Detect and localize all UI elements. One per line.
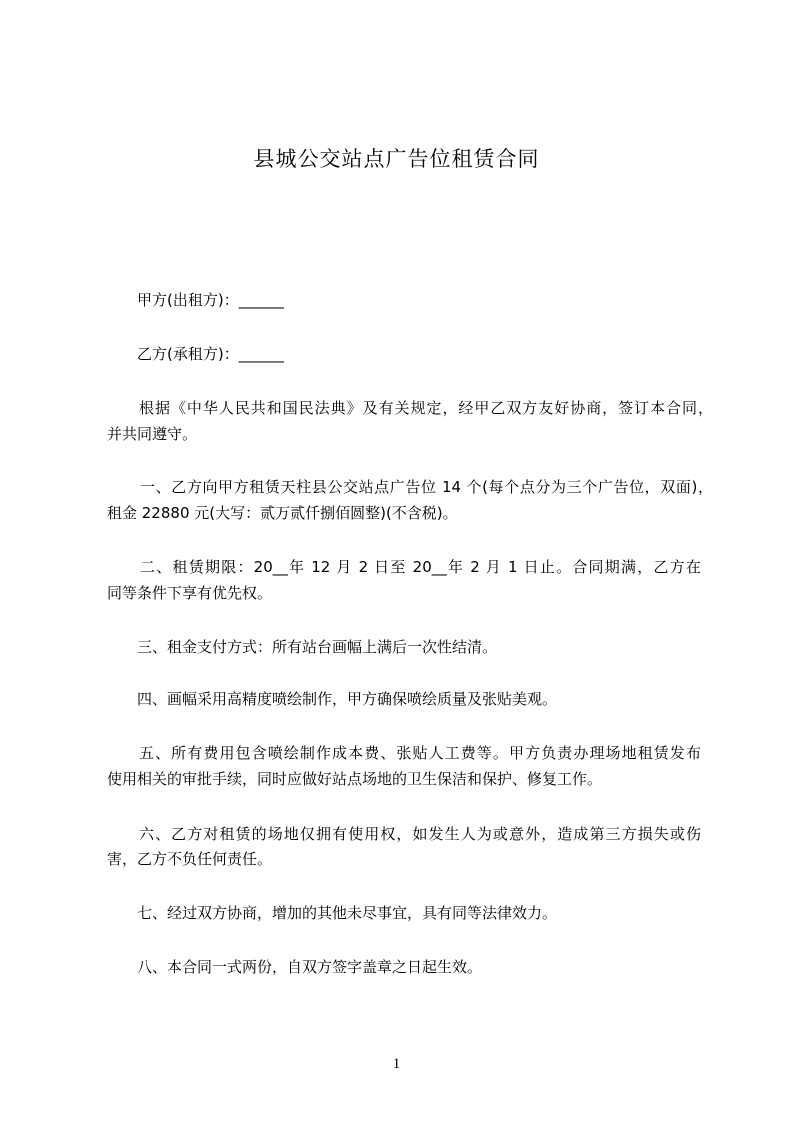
clause-6-line-1: 六、乙方对租赁的场地仅拥有使用权，如发生人为或意外，造成第三方损失或伤 bbox=[139, 825, 701, 843]
document-title: 县城公交站点广告位租赁合同 bbox=[253, 147, 540, 171]
clause-2-line-2: 同等条件下享有优先权。 bbox=[107, 584, 273, 602]
clause-2-line-1: 二、租赁期限：20__年 12 月 2 日至 20__年 2 月 1 日止。合同期满，乙方在 bbox=[140, 558, 701, 576]
clause-8: 八、本合同一式两份，自双方签字盖章之日起生效。 bbox=[137, 958, 483, 976]
clause-5-line-1: 五、所有费用包含喷绘制作成本费、张贴人工费等。甲方负责办理场地租赁发布 bbox=[139, 744, 701, 762]
clause-5-line-2: 使用相关的审批手续，同时应做好站点场地的卫生保洁和保护、修复工作。 bbox=[107, 770, 603, 788]
party-a-line: 甲方(出租方)：______ bbox=[137, 291, 284, 309]
party-b-line: 乙方(承租方)：______ bbox=[137, 345, 284, 363]
clause-3: 三、租金支付方式：所有站台画幅上满后一次性结清。 bbox=[137, 638, 498, 656]
clause-1-line-1: 一、乙方向甲方租赁天柱县公交站点广告位 14 个(每个点分为三个广告位，双面)， bbox=[140, 478, 713, 496]
clause-7: 七、经过双方协商，增加的其他未尽事宜，具有同等法律效力。 bbox=[137, 904, 558, 922]
clause-1-line-2: 租金 22880 元(大写：贰万贰仟捌佰圆整)(不含税)。 bbox=[107, 504, 458, 522]
preamble-line-1: 根据《中华人民共和国民法典》及有关规定，经甲乙双方友好协商，签订本合同， bbox=[139, 399, 713, 417]
clause-4: 四、画幅采用高精度喷绘制作，甲方确保喷绘质量及张贴美观。 bbox=[137, 690, 558, 708]
page-number: 1 bbox=[392, 1056, 401, 1072]
preamble-line-2: 并共同遵守。 bbox=[107, 425, 198, 443]
clause-6-line-2: 害，乙方不负任何责任。 bbox=[107, 850, 273, 868]
